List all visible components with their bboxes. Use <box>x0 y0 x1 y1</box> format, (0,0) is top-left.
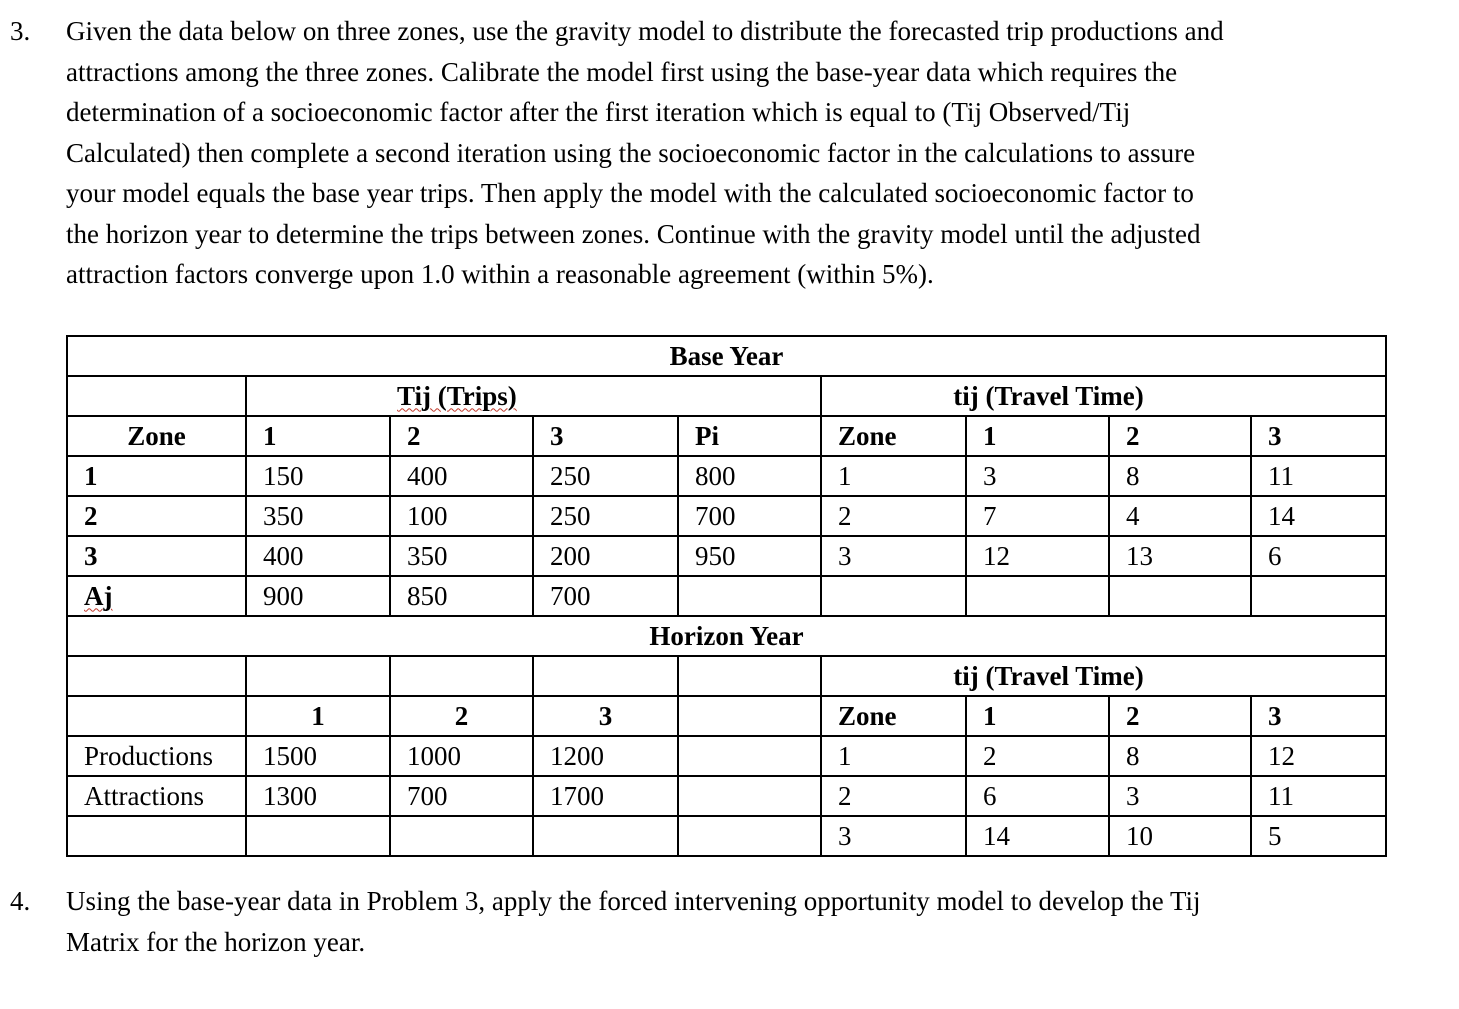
cell: 3 <box>821 816 966 856</box>
problem-3-line: your model equals the base year trips. Then apply the model with the calculated socioeconomic factor to <box>66 178 1194 208</box>
cell: 950 <box>678 536 821 576</box>
trips-header: Tij (Trips) <box>246 376 821 416</box>
cell: 900 <box>246 576 390 616</box>
horizon-col-header-2: 2 <box>390 696 533 736</box>
horizon-col-header-1: 1 <box>246 696 390 736</box>
table-row <box>67 816 1386 856</box>
cell: 350 <box>390 536 533 576</box>
cell: 11 <box>1251 456 1386 496</box>
cell: 13 <box>1109 536 1251 576</box>
problem-3-line: Given the data below on three zones, use the gravity model to distribute the forecasted trip productions and <box>66 16 1224 46</box>
problem-3-line: attraction factors converge upon 1.0 within a reasonable agreement (within 5%). <box>66 259 934 289</box>
cell: 250 <box>533 496 678 536</box>
row-zone: 1 <box>67 456 246 496</box>
cell: 10 <box>1109 816 1251 856</box>
cell: 1 <box>821 456 966 496</box>
cell: 3 <box>1109 776 1251 816</box>
cell: 2 <box>966 736 1109 776</box>
cell: 800 <box>678 456 821 496</box>
cell: 12 <box>966 536 1109 576</box>
time-zone-header: Zone <box>821 416 966 456</box>
cell: 1000 <box>390 736 533 776</box>
base-year-title: Base Year <box>67 336 1386 376</box>
cell: 850 <box>390 576 533 616</box>
horizon-zone-header: Zone <box>821 696 966 736</box>
horizon-time-col-1: 1 <box>966 696 1109 736</box>
problem-3-text <box>66 11 1446 295</box>
cell: 1200 <box>533 736 678 776</box>
table-row <box>67 456 1386 496</box>
cell: 4 <box>1109 496 1251 536</box>
horizon-year-title: Horizon Year <box>67 616 1386 656</box>
col-header-1: 1 <box>246 416 390 456</box>
zone-header: Zone <box>67 416 246 456</box>
productions-label: Productions <box>67 736 246 776</box>
cell: 11 <box>1251 776 1386 816</box>
attractions-row <box>67 776 1386 816</box>
cell: 5 <box>1251 816 1386 856</box>
cell: 2 <box>821 776 966 816</box>
col-header-2: 2 <box>390 416 533 456</box>
cell: 700 <box>678 496 821 536</box>
time-col-header-2: 2 <box>1109 416 1251 456</box>
cell: 1500 <box>246 736 390 776</box>
problem-3-line: determination of a socioeconomic factor after the first iteration which is equal to (Tij Observed/Tij <box>66 97 1131 127</box>
cell: 12 <box>1251 736 1386 776</box>
attractions-label: Attractions <box>67 776 246 816</box>
aj-label: Aj <box>67 576 246 616</box>
cell: 100 <box>390 496 533 536</box>
cell: 14 <box>966 816 1109 856</box>
horizon-travel-time-header: tij (Travel Time) <box>821 656 1386 696</box>
cell: 1 <box>821 736 966 776</box>
cell: 400 <box>246 536 390 576</box>
row-zone: 3 <box>67 536 246 576</box>
aj-row <box>67 576 1386 616</box>
cell: 700 <box>533 576 678 616</box>
problem-3-line: Calculated) then complete a second iteration using the socioeconomic factor in the calculations to assure <box>66 137 1196 168</box>
horizon-col-header-3: 3 <box>533 696 678 736</box>
time-col-header-3: 3 <box>1251 416 1386 456</box>
pi-header: Pi <box>678 416 821 456</box>
problem-3-line: the horizon year to determine the trips between zones. Continue with the gravity model until the adjusted <box>66 218 1201 249</box>
problem-4-text <box>66 881 1446 962</box>
cell: 200 <box>533 536 678 576</box>
problem-3-line: attractions among the three zones. Calibrate the model first using the base-year data which requires the <box>66 56 1178 87</box>
horizon-time-col-2: 2 <box>1109 696 1251 736</box>
table-row <box>67 536 1386 576</box>
problem-4-line: Matrix for the horizon year. <box>66 926 366 957</box>
cell: 2 <box>821 496 966 536</box>
cell: 150 <box>246 456 390 496</box>
problem-4-line: Using the base-year data in Problem 3, apply the forced intervening opportunity model to develop the Tij <box>66 886 1201 916</box>
travel-time-header: tij (Travel Time) <box>821 376 1386 416</box>
cell: 6 <box>1251 536 1386 576</box>
cell: 400 <box>390 456 533 496</box>
cell: 7 <box>966 496 1109 536</box>
cell: 6 <box>966 776 1109 816</box>
cell: 8 <box>1109 456 1251 496</box>
cell: 3 <box>966 456 1109 496</box>
cell: 3 <box>821 536 966 576</box>
row-zone: 2 <box>67 496 246 536</box>
cell: 1300 <box>246 776 390 816</box>
cell: 250 <box>533 456 678 496</box>
problem-4-number: 4. <box>10 886 31 916</box>
cell: 8 <box>1109 736 1251 776</box>
col-header-3: 3 <box>533 416 678 456</box>
cell: 1700 <box>533 776 678 816</box>
horizon-time-col-3: 3 <box>1251 696 1386 736</box>
data-table <box>66 335 1387 857</box>
cell: 350 <box>246 496 390 536</box>
table-row <box>67 496 1386 536</box>
cell: 700 <box>390 776 533 816</box>
productions-row <box>67 736 1386 776</box>
cell: 14 <box>1251 496 1386 536</box>
problem-3-number: 3. <box>10 16 31 46</box>
time-col-header-1: 1 <box>966 416 1109 456</box>
